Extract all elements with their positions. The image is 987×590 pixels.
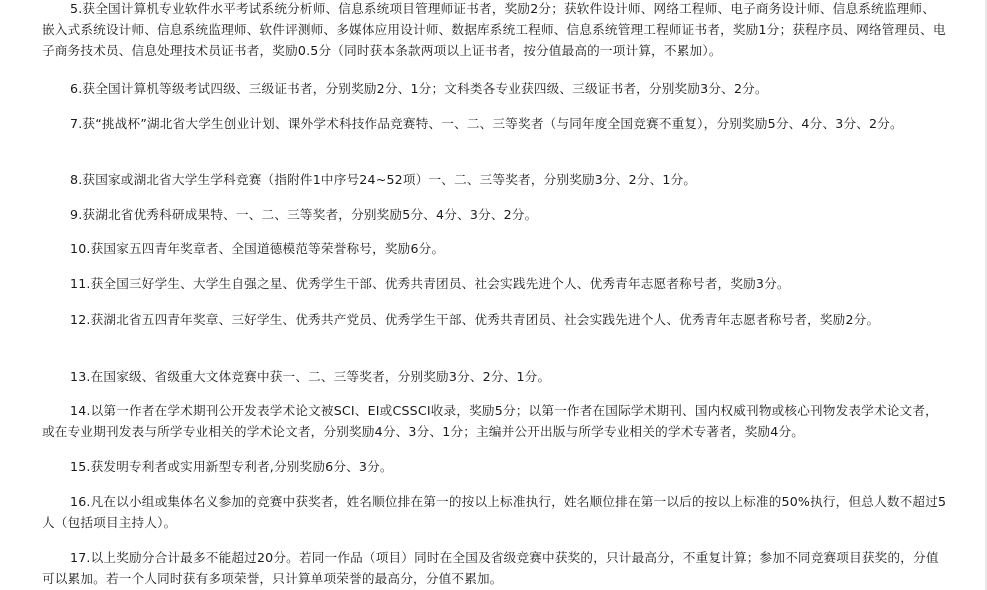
rule-item-8: 8.获国家或湖北省大学生学科竞赛（指附件1中序号24~52项）一、二、三等奖者，分别奖励3分、2分、1分。 <box>70 172 697 187</box>
rule-item-6: 6.获全国计算机等级考试四级、三级证书者，分别奖励2分、1分；文科类各专业获四级、三级证书者，分别奖励3分、2分。 <box>70 81 768 96</box>
rule-item-15: 15.获发明专利者或实用新型专利者,分别奖励6分、3分。 <box>70 459 393 474</box>
rule-item-14: 14.以第一作者在学术期刊公开发表学术论文被SCI、EI或CSSCI收录，奖励5分；以第一作者在国际学术期刊、国内权威刊物或核心刊物发表学术论文者，或在专业期刊发表与所学专业相关的学术论文者，分别奖励4分、3分、1分；主编并公开出版与所学专业相关的学术专著者，奖励4分。 <box>42 403 938 439</box>
rule-item-9: 9.获湖北省优秀科研成果特、一、二、三等奖者，分别奖励5分、4分、3分、2分。 <box>70 207 538 222</box>
rule-item-17: 17.以上奖励分合计最多不能超过20分。若同一作品（项目）同时在全国及省级竞赛中获奖的，只计最高分，不重复计算；参加不同竞赛项目获奖的，分值可以累加。若一个人同时获有多项荣誉，只计算单项荣誉的最高分，分值不累加。 <box>42 550 939 586</box>
rule-item-16: 16.凡在以小组或集体名义参加的竞赛中获奖者，姓名顺位排在第一的按以上标准执行，姓名顺位排在第一以后的按以上标准的50%执行，但总人数不超过5人（包括项目主持人）。 <box>42 494 947 530</box>
rule-item-13: 13.在国家级、省级重大文体竞赛中获一、二、三等奖者，分别奖励3分、2分、1分。 <box>70 369 551 384</box>
rule-item-5: 5.获全国计算机专业软件水平考试系统分析师、信息系统项目管理师证书者，奖励2分；获软件设计师、网络工程师、电子商务设计师、信息系统监理师、嵌入式系统设计师、信息系统监理师、软件评测师、多媒体应用设计师、数据库系统工程师、信息系统管理工程师证书者，奖励1分；获程序员、网络管理员、电子商务技术员、信息处理技术员证书者，奖励0.5分（同时获本条款两项以上证书者，按分值最高的一项计算，不累加）。 <box>42 1 946 58</box>
rule-item-11: 11.获全国三好学生、大学生自强之星、优秀学生干部、优秀共青团员、社会实践先进个人、优秀青年志愿者称号者，奖励3分。 <box>70 276 790 291</box>
rule-item-7: 7.获“挑战杯”湖北省大学生创业计划、课外学术科技作品竞赛特、一、二、三等奖者（与同年度全国竞赛不重复），分别奖励5分、4分、3分、2分。 <box>70 116 903 131</box>
rule-item-10: 10.获国家五四青年奖章者、全国道德模范等荣誉称号，奖励6分。 <box>70 241 445 256</box>
rule-item-12: 12.获湖北省五四青年奖章、三好学生、优秀共产党员、优秀学生干部、优秀共青团员、社会实践先进个人、优秀青年志愿者称号者，奖励2分。 <box>70 312 880 327</box>
